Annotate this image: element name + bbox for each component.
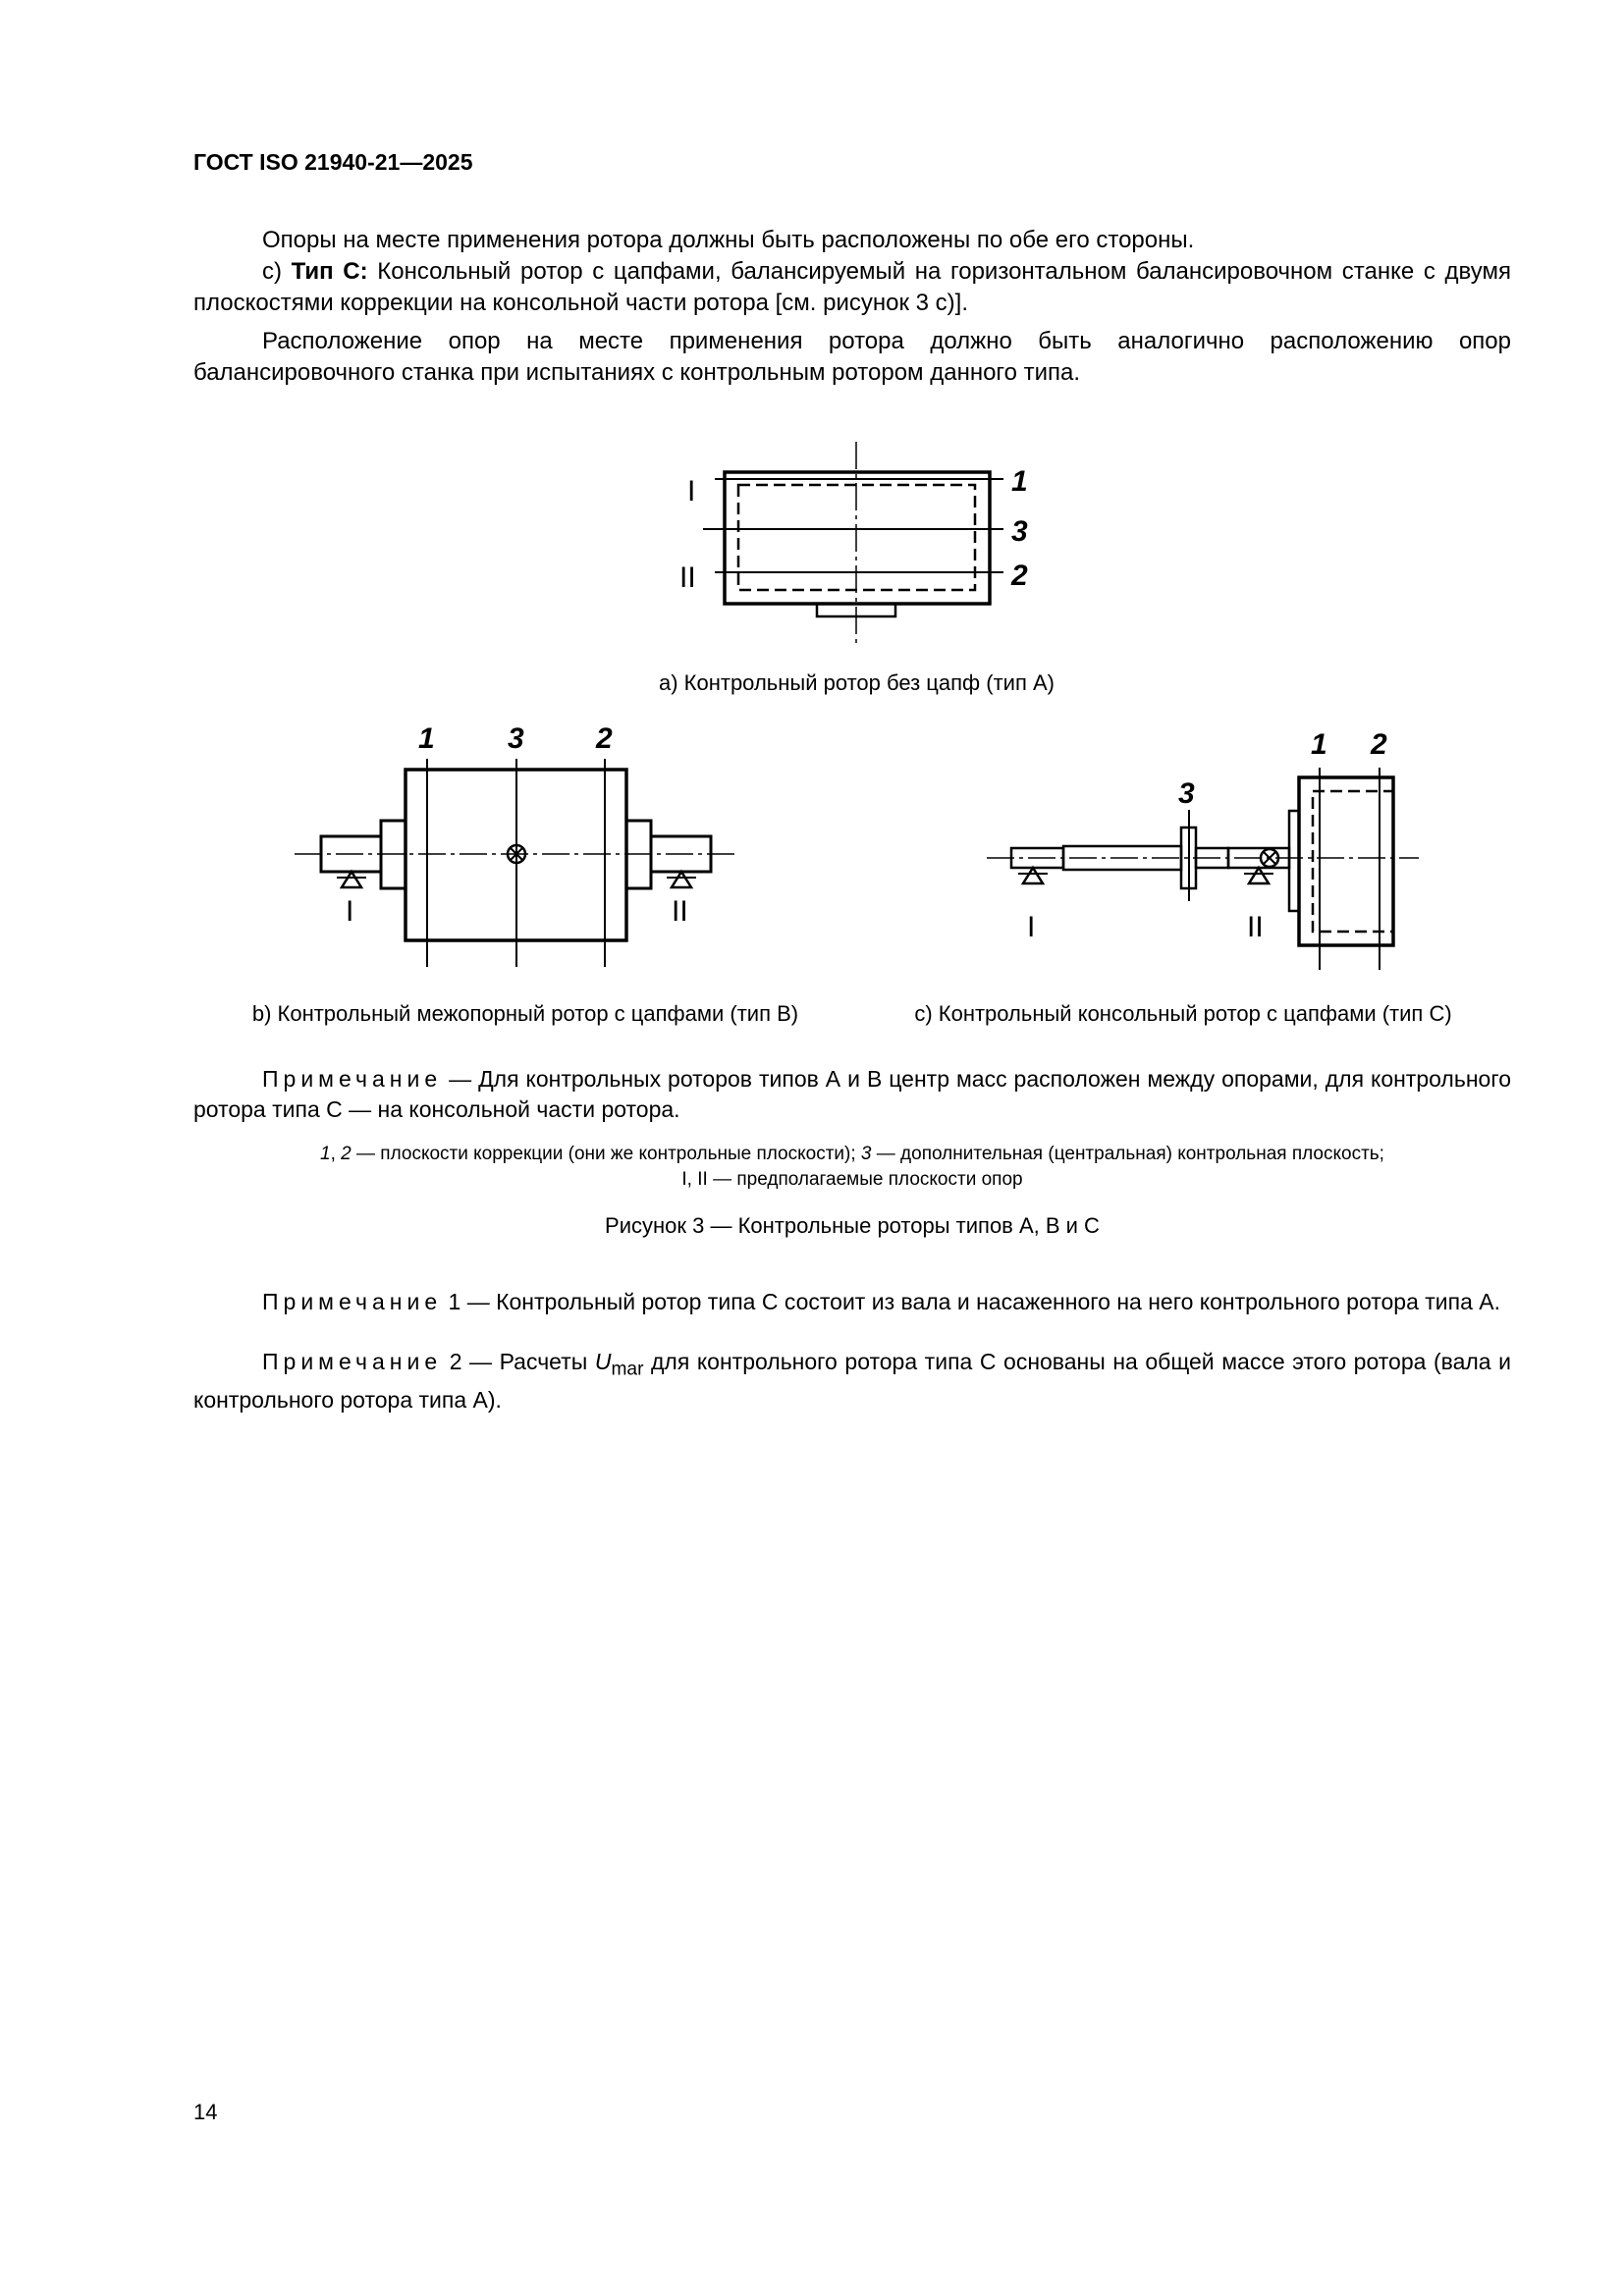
caption-type-c: c) Контрольный консольный ротор с цапфами (тип С) [914, 1001, 1452, 1026]
legend-label-3: 3 [860, 1144, 872, 1164]
figure-title: Рисунок 3 — Контрольные роторы типов А, В и С [605, 1213, 1100, 1238]
support-b-i [342, 872, 361, 887]
note-2-text-a: — Расчеты [461, 1349, 595, 1374]
rotor-c-hidden-outline [1313, 791, 1393, 932]
note-2-label: Примечание [262, 1349, 443, 1374]
document-header: ГОСТ ISO 21940-21—2025 [193, 149, 473, 175]
note-1-number: 1 [442, 1289, 461, 1314]
figure-note [193, 1064, 1511, 1125]
caption-type-a: а) Контрольный ротор без цапф (тип А) [659, 670, 1055, 695]
note-2-text-b: для контрольного ротора типа С основаны на общей массе этого ротора (вала и контрольного ротора типа А). [193, 1349, 1511, 1413]
figure-legend-line-1 [193, 1142, 1511, 1167]
type-c-label: Тип C: [291, 258, 368, 285]
note-2-symbol: U [594, 1349, 612, 1374]
rotor-a-body [725, 472, 990, 604]
figure-3-drawing [0, 0, 1624, 1080]
label-i-a: I [687, 475, 696, 507]
label-3-b: 3 [508, 722, 524, 755]
legend-label-2: 2 [341, 1144, 352, 1164]
note-2-number: 2 [442, 1349, 462, 1374]
paragraph-arrangement-text: Расположение опор на месте применения ротора должно быть аналогично расположению опор балансировочного станка при испытаниях с контрольным ротором данного типа. [193, 328, 1511, 386]
label-1-c: 1 [1311, 728, 1327, 761]
label-ii-a: II [679, 561, 696, 594]
rotor-type-c-diagram [987, 768, 1419, 970]
note-1 [193, 1287, 1511, 1317]
note-1-text: — Контрольный ротор типа С состоит из вала и насаженного на него контрольного ротора типа А. [460, 1289, 1501, 1314]
label-i-b: I [346, 895, 354, 928]
label-3-a: 3 [1011, 515, 1028, 548]
label-i-c: I [1027, 911, 1036, 943]
label-ii-c: II [1247, 911, 1264, 943]
note-2-subscript: mar [611, 1359, 644, 1380]
rotor-type-b-diagram [295, 759, 738, 967]
label-2-b: 2 [596, 722, 613, 755]
label-ii-b: II [672, 895, 688, 928]
figure-note-label: Примечание [262, 1066, 443, 1092]
figure-note-text: — Для контрольных роторов типов А и В центр масс расположен между опорами, для контрольного ротора типа С — на консольной части ротора. [193, 1066, 1511, 1122]
page-number: 14 [193, 2100, 218, 2124]
note-2 [193, 1347, 1511, 1415]
label-2-a: 2 [1011, 560, 1028, 592]
paragraph-supports-text: Опоры на месте применения ротора должны быть расположены по обе его стороны. [262, 227, 1195, 253]
label-3-c: 3 [1178, 777, 1195, 810]
type-c-text: Консольный ротор с цапфами, балансируемый на горизонтальном балансировочном станке с двумя плоскостями коррекции на консольной части ротора [см. рисунок 3 с)]. [193, 258, 1511, 316]
label-1-a: 1 [1011, 465, 1028, 498]
legend-label-1: 1 [320, 1144, 331, 1164]
caption-type-b: b) Контрольный межопорный ротор с цапфами (тип В) [251, 1001, 799, 1026]
label-2-c: 2 [1371, 728, 1387, 761]
figure-legend-line-2: I, II — предполагаемые плоскости опор [681, 1169, 1023, 1190]
note-1-label: Примечание [262, 1289, 443, 1314]
legend-correction-planes: — плоскости коррекции (они же контрольные плоскости); [351, 1144, 861, 1164]
legend-central-plane: — дополнительная (центральная) контрольная плоскость; [871, 1144, 1384, 1164]
support-b-ii [672, 872, 691, 887]
type-c-prefix: c) [262, 258, 292, 285]
support-c-ii [1249, 868, 1269, 883]
support-c-i [1023, 868, 1043, 883]
rotor-type-a-diagram [703, 442, 1003, 643]
legend-separator: , [330, 1144, 342, 1164]
label-1-b: 1 [418, 722, 435, 755]
